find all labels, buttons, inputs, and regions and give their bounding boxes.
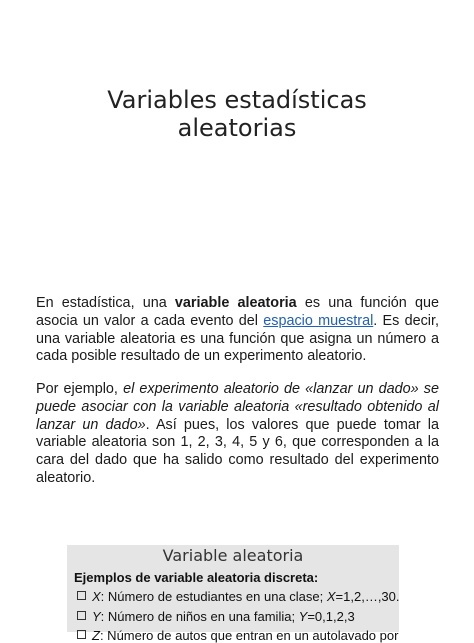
checkbox-bullet-icon	[77, 630, 86, 639]
espacio-muestral-link[interactable]: espacio muestral	[263, 312, 374, 329]
page-title	[0, 86, 474, 142]
title-line-1: Variables estadísticas	[107, 86, 367, 114]
definition-text-3: . Es decir, una variable aleatoria es una función que asigna un número a cada posible resultado de un experimento aleatorio.	[36, 312, 440, 365]
slide-subtitle: Ejemplos de variable aleatoria discreta:	[74, 570, 319, 585]
example-italic: el experimento aleatorio de «lanzar un dado» se puede asociar con la variable aleatoria «resultado obtenido al lanzar un dado»	[36, 381, 439, 433]
checkbox-bullet-icon	[77, 611, 86, 620]
checkbox-bullet-icon	[77, 591, 86, 600]
slide-list-item: Y: Número de niños en una familia; Y=0,1,2,3	[77, 609, 355, 624]
slide-list-item: X: Número de estudiantes en una clase; X=1,2,…,30.	[77, 589, 400, 604]
embedded-slide-image	[67, 545, 400, 643]
example-text-1: Por ejemplo,	[36, 381, 124, 397]
title-line-2: aleatorias	[177, 114, 297, 142]
slide-title: Variable aleatoria	[162, 546, 304, 565]
definition-text-2: es una función que asocia un valor a cada evento del	[36, 295, 439, 329]
slide-list-item: Z: Número de autos que entran en un autolavado por	[77, 628, 398, 643]
definition-term: variable aleatoria	[174, 295, 297, 311]
definition-paragraph	[36, 295, 439, 366]
example-text-2: . Así pues, los valores que puede tomar la variable aleatoria son 1, 2, 3, 4, 5 y 6, que corresponden a la cara del dado que ha salido como resultado del experimento aleatorio.	[36, 416, 439, 486]
example-paragraph	[36, 381, 439, 488]
definition-text-1: En estadística, una	[36, 295, 175, 311]
